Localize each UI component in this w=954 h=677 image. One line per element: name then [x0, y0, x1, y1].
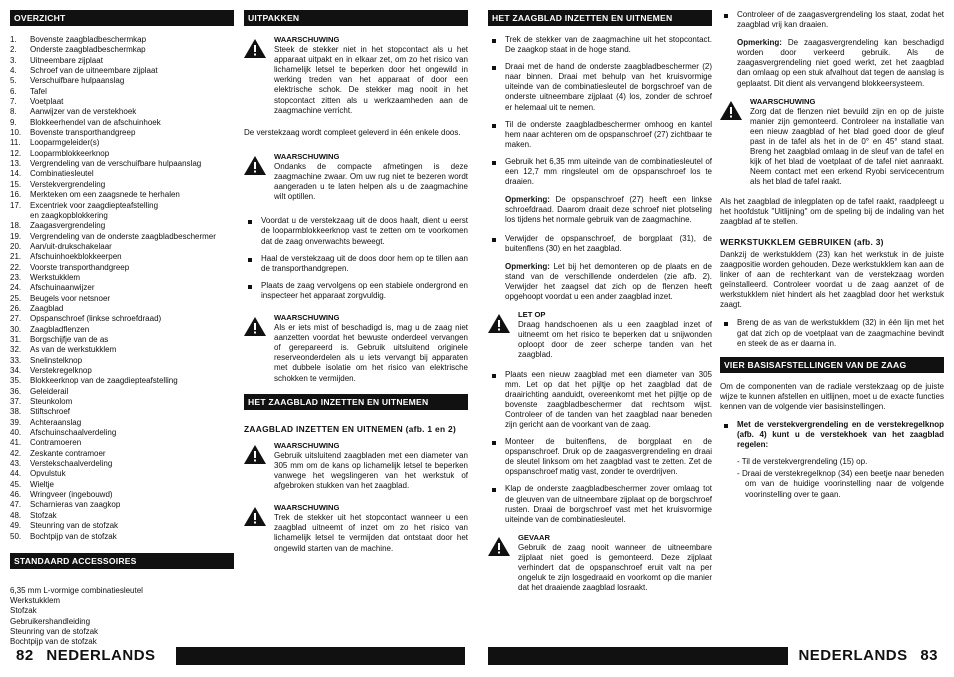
item-number: 37. [10, 397, 22, 407]
item-label: Tafel [30, 86, 47, 96]
item-label: Looparmblokkeerknop [30, 148, 110, 158]
item-number: 46. [10, 490, 22, 500]
column-overview [10, 10, 234, 648]
list-item [10, 97, 234, 107]
item-label: Stofzak [30, 510, 57, 520]
item-number: 50. [10, 531, 22, 541]
blade-install-header: HET ZAAGBLAD INZETTEN EN UITNEMEN [244, 394, 468, 410]
clamp-heading: WERKSTUKKLEM GEBRUIKEN (afb. 3) [720, 236, 884, 247]
clamp-bullet-list [720, 318, 944, 348]
warning-title: WAARSCHUWING [274, 503, 340, 513]
warning-text: Zorg dat de flenzen niet bevuild zijn en op de juiste manier zijn gemonteerd. Controleer na installatie van een nieuw zaagblad of het blad goed door de gleuf past in de tafel als het in de 0° en 45° stand staat. Breng het zaagblad omlaag in de sleuf van de tafel en kijk of het blad de voetplaat of de tafel niet aanraakt. Neem contact met een erkend Ryobi servicecentrum als het blad de tafel raakt. [750, 106, 944, 187]
list-item [10, 480, 234, 490]
warning-text: Trek de stekker uit het stopcontact wanneer u een zaagblad uitneemt of inzet om zo het risico van lichamelijk letsel te vermijden dat ontstaat door het ongewild starten van de machine. [274, 513, 468, 553]
list-item: Voordat u de verstekzaag uit de doos haalt, dient u eerst de looparmblokkeerknop vast te zetten om te voorkomen dat de zaag onverwachts beweegt. [244, 216, 468, 246]
item-number: 20. [10, 241, 22, 251]
item-number: 24. [10, 283, 22, 293]
item-number: 26. [10, 303, 22, 313]
right-footer-label [788, 647, 944, 665]
item-number: 31. [10, 334, 22, 344]
warning-triangle-icon [244, 313, 274, 384]
list-item [10, 407, 234, 417]
left-footer-label [10, 647, 176, 665]
list-item [10, 304, 234, 314]
list-item [10, 107, 234, 117]
list-item [10, 345, 234, 355]
item-label: Vergrendeling van de verschuifbare hulpaanslag [30, 159, 202, 169]
item-label: Onderste zaagbladbeschermkap [30, 45, 146, 55]
warning-triangle-icon [488, 533, 518, 594]
item-number: 8. [10, 107, 17, 117]
item-number: 16. [10, 190, 22, 200]
list-item [10, 169, 234, 179]
check-bullet-list [720, 10, 944, 30]
paragraph: De verstekzaag wordt compleet geleverd in één enkele doos. [244, 127, 461, 137]
warning-text: Als er iets mist of beschadigd is, mag u de zaag niet aanzetten voordat het bewuste onderdeel vervangen of gerepareerd is. Gebruik uitsluitend originele reserveonderdelen als u iets vervangt bij apparaten met dubbele isolatie om het risico van elektrische schokken te vermijden. [274, 323, 468, 383]
item-label: Borgschijfje van de as [30, 334, 109, 344]
item-number: 11. [10, 138, 21, 148]
list-item [10, 376, 234, 386]
overview-header: OVERZICHT [10, 10, 234, 26]
note-text: Let bij het demonteren op de plaats en de stand van de verschillende onderdelen (zie afb. 2). Verwijder het zaagsel dat zich op de flenzen heeft opgehoopt voordat u een ander zaagblad inzet. [505, 261, 712, 301]
unpacking-bullet-list [244, 216, 468, 301]
item-number: 15. [10, 179, 22, 189]
list-item [10, 521, 234, 531]
paragraph: Dankzij de werkstukklem (23) kan het werkstuk in de juiste zaagpositie worden gehouden. Deze werkstukklem kan aan de linker of aan de rechterkant van de verstekzaag worden geïnstalleerd. Controleer voordat u de zaag aanzet of de werkstukklem niet hindert als het zaagblad door het werkstuk zaagt. [720, 249, 944, 310]
item-label: Bovenste transporthandgreep [30, 128, 136, 138]
blade-bullet-list [488, 370, 712, 525]
danger-title: GEVAAR [518, 532, 550, 542]
list-item: Klap de onderste zaagbladbeschermer zover omlaag tot de gleuven van de uitneembare zijplaat op de borgschroef rusten. Draai de borgschroef vast met het kruisvormige uiteinde van de combinatiesleutel. [488, 484, 712, 524]
list-item [10, 428, 234, 438]
item-label: Zaagbladflenzen [30, 324, 90, 334]
list-item: Til de onderste zaagbladbeschermer omhoog en kantel hem naar achteren om de opspanschroef (27) zichtbaar te maken. [488, 120, 712, 150]
list-item [10, 438, 234, 448]
caution-title: LET OP [518, 310, 546, 320]
list-item [10, 159, 234, 169]
item-label: Looparmgeleider(s) [30, 138, 100, 148]
paragraph: Om de componenten van de radiale verstekzaag op de juiste wijze te kunnen afstellen en uitlijnen, moet u de exacte functies kennen van de volgende vier basisinstellingen. [720, 381, 944, 411]
note-label: Opmerking: [737, 38, 782, 48]
list-item [10, 335, 234, 345]
item-label: Bovenste zaagbladbeschermkap [30, 35, 147, 44]
blade-install-header: HET ZAAGBLAD INZETTEN EN UITNEMEN [488, 10, 712, 26]
warning-triangle-icon [244, 152, 274, 202]
column-blade-install [488, 10, 712, 602]
item-label: Afschuinschaalverdeling [30, 428, 117, 438]
list-item [10, 128, 234, 138]
item-number: 22. [10, 262, 22, 272]
list-item [10, 211, 234, 221]
warning-title: WAARSCHUWING [274, 440, 340, 450]
item-number: 19. [10, 231, 22, 241]
item-label: Wieltje [30, 479, 55, 489]
item-number: 3. [10, 55, 17, 65]
blade-install-subheading: ZAAGBLAD INZETTEN EN UITNEMEN (afb. 1 en 2) [244, 423, 457, 434]
item-number: 40. [10, 428, 22, 438]
item-number: 21. [10, 252, 22, 262]
list-item: Stofzak [10, 606, 37, 616]
list-item: Met de verstekvergrendeling en de verstekregelknop (afb. 4) kunt u de verstekhoek van het zaagblad regelen: [720, 420, 944, 450]
note-text: De opspanschroef (27) heeft een linkse schroefdraad. Daarom draait deze schroef niet plotseling los tijdens het normale gebruik van de zaagmachine. [505, 195, 712, 225]
item-label: Zeskante contramoer [30, 448, 106, 458]
list-item [10, 500, 234, 510]
column-unpacking [244, 10, 468, 563]
list-item [10, 118, 234, 128]
column-adjustments [720, 10, 944, 502]
right-footer-bar [488, 647, 944, 665]
item-label: Zaagasvergrendeling [30, 221, 106, 231]
item-label: Achteraanslag [30, 417, 82, 427]
list-item [10, 418, 234, 428]
list-item [10, 356, 234, 366]
note-text: De zaagasvergrendeling kan beschadigd worden door verkeerd gebruik. Als de zaagasvergrendeling niet goed werkt, zet het zaagblad dan omlaag op een stuk afvalhout dat tegen de aanslag is geplaatst. Dit dient als vervangend blokkeersysteem. [737, 38, 944, 88]
item-number: 38. [10, 407, 22, 417]
item-number: 41. [10, 438, 22, 448]
item-label: Blokkeerknop van de zaagdiepteafstelling [30, 376, 178, 386]
list-item [10, 449, 234, 459]
danger-text: Gebruik de zaag nooit wanneer de uitneembare zijplaat niet goed is gemonteerd. Deze zijplaat verhindert dat de opspanschroef eruit valt na per ongeluk te zijn losgedraaid en voorkomt op die manier dat het draaiende zaagblad losraakt. [518, 542, 712, 593]
item-number: 18. [10, 221, 22, 231]
item-number: 23. [10, 272, 22, 282]
item-number: 2. [10, 45, 17, 55]
sub-item: - Til de verstekvergrendeling (15) op. [737, 457, 868, 467]
warning-title: WAARSCHUWING [274, 151, 340, 161]
warning-triangle-icon [244, 441, 274, 491]
note-paragraph [720, 38, 944, 88]
note-label: Opmerking: [505, 261, 550, 271]
item-number: 14. [10, 169, 22, 179]
list-item [10, 201, 234, 211]
caution-box [488, 310, 712, 360]
list-item [10, 294, 234, 304]
list-item [10, 252, 234, 262]
danger-box [488, 533, 712, 594]
list-item [10, 366, 234, 376]
item-number: 12. [10, 148, 22, 158]
item-number: 42. [10, 448, 22, 458]
item-label: As van de werkstukklem [30, 345, 117, 355]
warning-text: Ondanks de compacte afmetingen is deze zaagmachine zwaar. Om uw rug niet te bezeren wordt aangeraden u te laten helpen als u de zaagmachine wilt optillen. [274, 161, 468, 202]
list-item: Verwijder de opspanschroef, de borgplaat (31), de buitenflens (30) en het zaagblad. [488, 234, 712, 254]
list-item [10, 149, 234, 159]
list-item [10, 459, 234, 469]
item-number: 13. [10, 159, 22, 169]
item-label: Beugels voor netsnoer [30, 293, 111, 303]
item-label: Verstekvergrendeling [30, 179, 106, 189]
accessories-list [10, 586, 234, 648]
item-label: Excentriek voor zaagdiepteafstelling [30, 200, 159, 210]
list-item [10, 325, 234, 335]
caution-text: Draag handschoenen als u een zaagblad inzet of uitneemt om het risico te beperken dat u snijwonden oploopt door de zeer scherpe tanden van het zaagblad. [518, 320, 712, 360]
list-item: Plaats een nieuw zaagblad met een diameter van 305 mm. Let op dat het pijltje op het zaagblad dat de draairichting aanduidt, overeenkomt met het pijltje op de bovenste zaagbladbeschermer dat rechtsom wijst. Controleer of de tanden van het zaagblad naar beneden zijn gericht aan de voorkant van de zaag. [488, 370, 712, 431]
item-number: 36. [10, 386, 22, 396]
list-item [10, 76, 234, 86]
list-item [10, 232, 234, 242]
list-item: Breng de as van de werkstukklem (32) in één lijn met het gat dat zich op de voetplaat van de zaagmachine bevindt en steek de as er daarna in. [720, 318, 944, 348]
warning-box [244, 35, 468, 116]
list-item [10, 56, 234, 66]
warning-triangle-icon [244, 503, 274, 553]
list-item [10, 87, 234, 97]
item-number: 7. [10, 97, 17, 107]
list-item [10, 242, 234, 252]
item-label: Bochtpijp van de stofzak [30, 531, 117, 541]
item-label: Contramoeren [30, 438, 82, 448]
list-item [10, 45, 234, 55]
item-number: 34. [10, 366, 22, 375]
item-number: 45. [10, 479, 22, 489]
item-label: Verstekregelknop [30, 366, 92, 375]
item-number: 47. [10, 500, 22, 510]
note-paragraph [488, 262, 712, 302]
item-number: 43. [10, 459, 22, 469]
item-label: Verstekschaalverdeling [30, 459, 113, 469]
item-label: Scharnieras van zaagkop [30, 500, 121, 510]
item-number: 1. [10, 35, 17, 44]
item-number: 33. [10, 355, 22, 365]
item-number: 30. [10, 324, 22, 334]
paragraph: Als het zaagblad de inlegplaten op de tafel raakt, raadpleegt u het hoofdstuk "Uitlijning" om de speling bij de indaling van het zaagblad af te stellen. [720, 196, 944, 226]
warning-box [244, 441, 468, 491]
item-label: Verschuifbare hulpaanslag [30, 76, 125, 86]
warning-box [244, 152, 468, 202]
list-item [10, 314, 234, 324]
item-label: Afschuinaanwijzer [30, 283, 95, 293]
list-item [10, 138, 234, 148]
item-label: Geleiderail [30, 386, 69, 396]
parts-list [10, 35, 234, 542]
list-item: Werkstukklem [10, 596, 61, 606]
item-label: Blokkeerhendel van de afschuinhoek [30, 117, 161, 127]
list-item [10, 490, 234, 500]
list-item: Gebruikershandleiding [10, 616, 91, 626]
item-label: Schroef van de uitneembare zijplaat [30, 66, 158, 76]
blade-bullet-list [488, 35, 712, 187]
list-item [10, 263, 234, 273]
blade-bullet-list [488, 234, 712, 254]
list-item [10, 532, 234, 542]
list-item: Monteer de buitenflens, de borgplaat en de opspanschroef. Druk op de zaagasvergrendeling en draai de sleutel linksom om het zaagblad vast te zetten. Zet de opspanschroef matig vast, zonder te overdrijven. [488, 437, 712, 477]
item-label: Merkteken om een zaagsnede te herhalen [30, 190, 180, 200]
item-label: Combinatiesleutel [30, 169, 94, 179]
item-label: Opspanschroef (linkse schroefdraad) [30, 314, 162, 324]
warning-title: WAARSCHUWING [750, 96, 816, 106]
list-item: Draai met de hand de onderste zaagbladbeschermer (2) naar binnen. Draai met behulp van het kruisvormige uiteinde van de combinatiesleutel de borgschroef van de onderste uitneembare zijplaat (4) los, zonder de schroef er helemaal uit te nemen. [488, 62, 712, 112]
list-item [10, 469, 234, 479]
item-label: Uitneembare zijplaat [30, 55, 103, 65]
item-number: 39. [10, 417, 22, 427]
list-item [10, 190, 234, 200]
item-label: Wringveer (ingebouwd) [30, 490, 113, 500]
list-item [10, 387, 234, 397]
item-label: Aan/uit-drukschakelaar [30, 241, 112, 251]
note-label: Opmerking: [505, 195, 550, 205]
basic-adjustments-header: VIER BASISAFSTELLINGEN VAN DE ZAAG [720, 357, 944, 373]
item-number [10, 211, 30, 221]
item-label: Opvulstuk [30, 469, 66, 479]
warning-triangle-icon [488, 310, 518, 360]
list-item [10, 180, 234, 190]
list-item: Plaats de zaag vervolgens op een stabiele ondergrond en inspecteer het apparaat zorgvuldig. [244, 281, 468, 301]
list-item [10, 397, 234, 407]
item-label: Steunkolom [30, 397, 73, 407]
item-number: 27. [10, 314, 22, 324]
note-paragraph [488, 195, 712, 225]
list-item: Controleer of de zaagasvergrendeling los staat, zodat het zaagblad vrij kan draaien. [720, 10, 944, 30]
list-item [10, 35, 234, 45]
sub-item: - Draai de verstekregelknop (34) een beetje naar beneden om van de huidige voorinstelling naar de volgende voorinstelling over te gaan. [737, 469, 944, 499]
warning-box [244, 313, 468, 384]
list-item [10, 66, 234, 76]
warning-triangle-icon [720, 97, 750, 188]
warning-text: Gebruik uitsluitend zaagbladen met een diameter van 305 mm om de kans op lichamelijk letsel te beperken vanwege het wegslingeren van het werkstuk of afgebroken stukken van het zaagblad. [274, 450, 468, 491]
unpacking-header: UITPAKKEN [244, 10, 468, 26]
item-label: Werkstukklem [30, 272, 81, 282]
footer-language: NEDERLANDS [46, 647, 156, 664]
item-number: 48. [10, 510, 22, 520]
item-number: 25. [10, 293, 22, 303]
warning-text: Steek de stekker niet in het stopcontact als u het apparaat uitpakt en in elkaar zet, om zo het risico van lichamelijk letsel te beperken door het ongewild in werking treden van het apparaat of door een elektrische schok. De stekker mag nooit in het stopcontact zitten als u werkzaamheden aan de zaagmachine verricht. [274, 45, 468, 115]
item-number: 49. [10, 521, 22, 531]
item-label: Voetplaat [30, 97, 64, 107]
item-label: Aanwijzer van de verstekhoek [30, 107, 137, 117]
left-footer-bar [10, 647, 465, 665]
item-number: 10. [10, 128, 22, 138]
list-item [10, 273, 234, 283]
page-number: 82 [16, 647, 34, 664]
list-item: Trek de stekker van de zaagmachine uit het stopcontact. De zaagkop staat in de hoge stand. [488, 35, 712, 55]
item-number: 35. [10, 376, 22, 386]
list-item [10, 511, 234, 521]
list-item [10, 221, 234, 231]
list-item [10, 283, 234, 293]
item-number: 17. [10, 200, 22, 210]
list-item: Haal de verstekzaag uit de doos door hem op te tillen aan de transporthandgrepen. [244, 254, 468, 274]
item-number: 4. [10, 66, 17, 76]
basic-bullet-list [720, 420, 944, 450]
warning-box [720, 97, 944, 188]
item-number: 32. [10, 345, 22, 355]
warning-triangle-icon [244, 35, 274, 116]
item-label: en zaagkopblokkering [30, 210, 108, 220]
page-number: 83 [920, 647, 938, 664]
warning-title: WAARSCHUWING [274, 35, 340, 44]
item-number: 6. [10, 86, 17, 96]
item-label: Stiftschroef [30, 407, 71, 417]
list-item: Gebruik het 6,35 mm uiteinde van de combinatiesleutel of een 12,7 mm ringsleutel om de opspanschroef los te draaien. [488, 157, 712, 187]
list-item: 6,35 mm L-vormige combinatiesleutel [10, 585, 143, 595]
item-label: Snelinstelknop [30, 355, 83, 365]
list-item: Bochtpijp van de stofzak [10, 637, 97, 647]
list-item: Steunring van de stofzak [10, 627, 99, 637]
item-label: Steunring van de stofzak [30, 521, 119, 531]
warning-box [244, 503, 468, 553]
item-number: 5. [10, 76, 17, 86]
accessories-header: STANDAARD ACCESSOIRES [10, 553, 234, 569]
item-label: Voorste transporthandgreep [30, 262, 130, 272]
warning-title: WAARSCHUWING [274, 312, 340, 322]
footer-language: NEDERLANDS [798, 647, 908, 664]
item-label: Zaagblad [30, 303, 64, 313]
item-number: 9. [10, 117, 17, 127]
item-number: 44. [10, 469, 22, 479]
item-label: Vergrendeling van de onderste zaagbladbeschermer [30, 231, 216, 241]
item-label: Afschuinhoekblokkeerpen [30, 252, 122, 262]
